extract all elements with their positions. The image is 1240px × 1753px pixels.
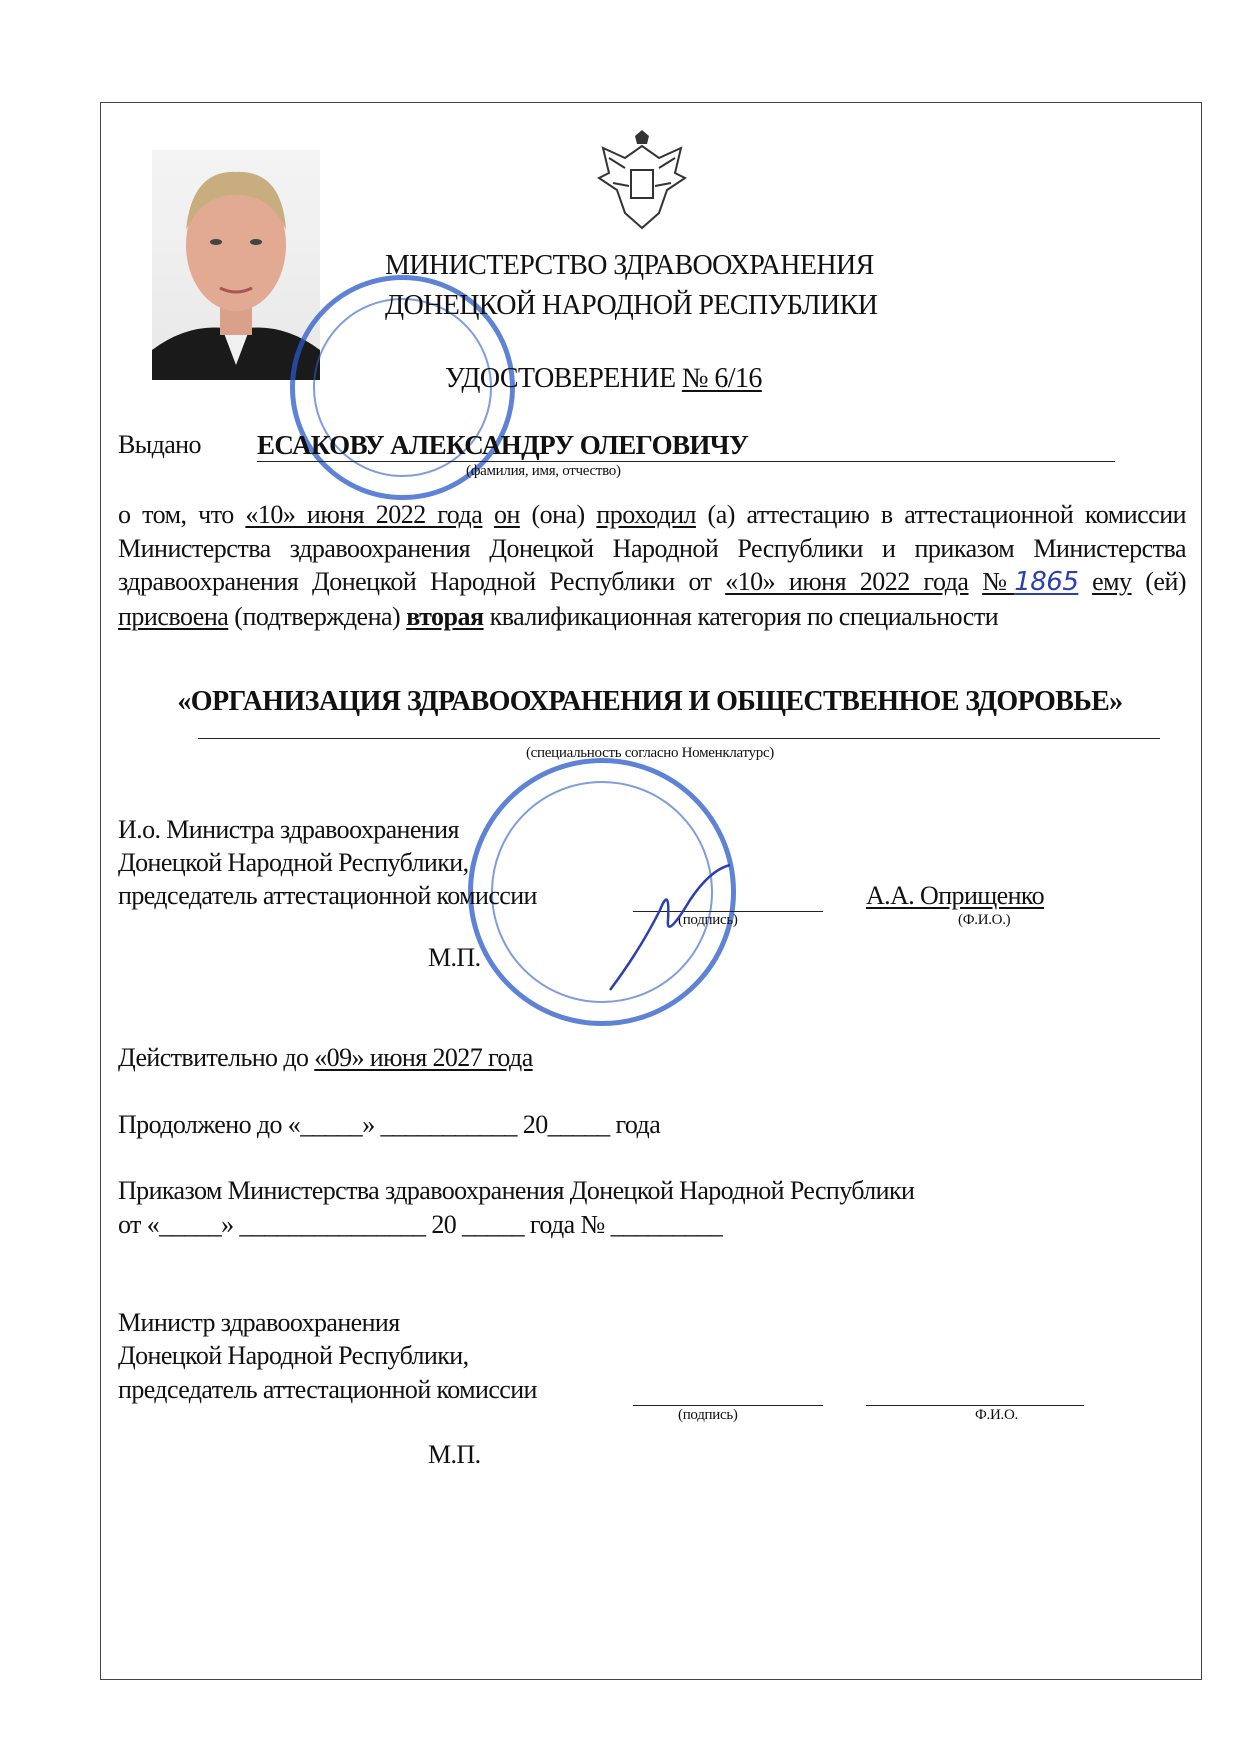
- name-hint: (фамилия, имя, отчество): [466, 463, 621, 479]
- extension-text: Продолжено до «_____» ___________ 20_____ года: [118, 1110, 661, 1139]
- signatory-title-line2: Донецкой Народной Республики,: [118, 848, 469, 877]
- specialty-name: «ОРГАНИЗАЦИЯ ЗДРАВООХРАНЕНИЯ И ОБЩЕСТВЕННОЕ ЗДОРОВЬЕ»: [177, 686, 1123, 717]
- signatory-name: А.А. Оприщенко: [866, 881, 1045, 910]
- minister-seal-place-label: М.П.: [428, 1440, 481, 1469]
- certificate-title: [445, 363, 762, 395]
- validity-text: Действительно до «09» июня 2027 года: [118, 1043, 533, 1072]
- ministry-title-line1: МИНИСТЕРСТВО ЗДРАВООХРАНЕНИЯ: [385, 250, 874, 281]
- minister-name-line: [866, 1405, 1084, 1406]
- minister-signature-hint: (подпись): [678, 1407, 738, 1423]
- minister-title-line3: председатель аттестационной комиссии: [118, 1375, 537, 1404]
- extension-order-line1: Приказом Министерства здравоохранения Донецкой Народной Республики: [118, 1176, 915, 1205]
- name-hint: (Ф.И.О.): [958, 912, 1011, 928]
- minister-title-line1: Министр здравоохранения: [118, 1308, 400, 1337]
- portrait-photo: [152, 150, 320, 380]
- specialty-underline: [198, 738, 1160, 739]
- handwritten-order-number: 1865: [1014, 567, 1079, 597]
- signatory-title-line1: И.о. Министра здравоохранения: [118, 815, 459, 844]
- recipient-name: ЕСАКОВУ АЛЕКСАНДРУ ОЛЕГОВИЧУ: [257, 430, 749, 460]
- certificate-number: № 6/16: [681, 363, 762, 394]
- signatory-title-line3: председатель аттестационной комиссии: [118, 881, 537, 910]
- seal-place-label: М.П.: [428, 943, 481, 972]
- certificate-label: УДОСТОВЕРЕНИЕ: [445, 363, 682, 394]
- signature-hint: (подпись): [678, 912, 738, 928]
- extension-order-line2: от «_____» _______________ 20 _____ года № _________: [118, 1210, 723, 1239]
- handwritten-signature: [600, 860, 740, 1000]
- issued-label: Выдано: [118, 430, 201, 459]
- minister-name-hint: Ф.И.О.: [975, 1407, 1018, 1423]
- ministry-title-line2: ДОНЕЦКОЙ НАРОДНОЙ РЕСПУБЛИКИ: [385, 290, 878, 321]
- minister-signature-line: [633, 1405, 823, 1406]
- name-underline: [257, 461, 1115, 462]
- coat-of-arms-emblem: [595, 128, 690, 238]
- specialty-hint: (специальность согласно Номенклатурс): [525, 745, 775, 761]
- minister-title-line2: Донецкой Народной Республики,: [118, 1341, 469, 1370]
- certificate-body-text: о том, что «10» июня 2022 года он (она) проходил (а) аттестацию в аттестационной комиссии Министерства здравоохранения Донецкой Народной Республики и приказом Министерства здравоохранения Донецкой Народной Республики от «10» июня 2022 года №1865 ему (ей) присвоена (подтверждена) вторая квалификационная категория по специальности: [118, 500, 1187, 631]
